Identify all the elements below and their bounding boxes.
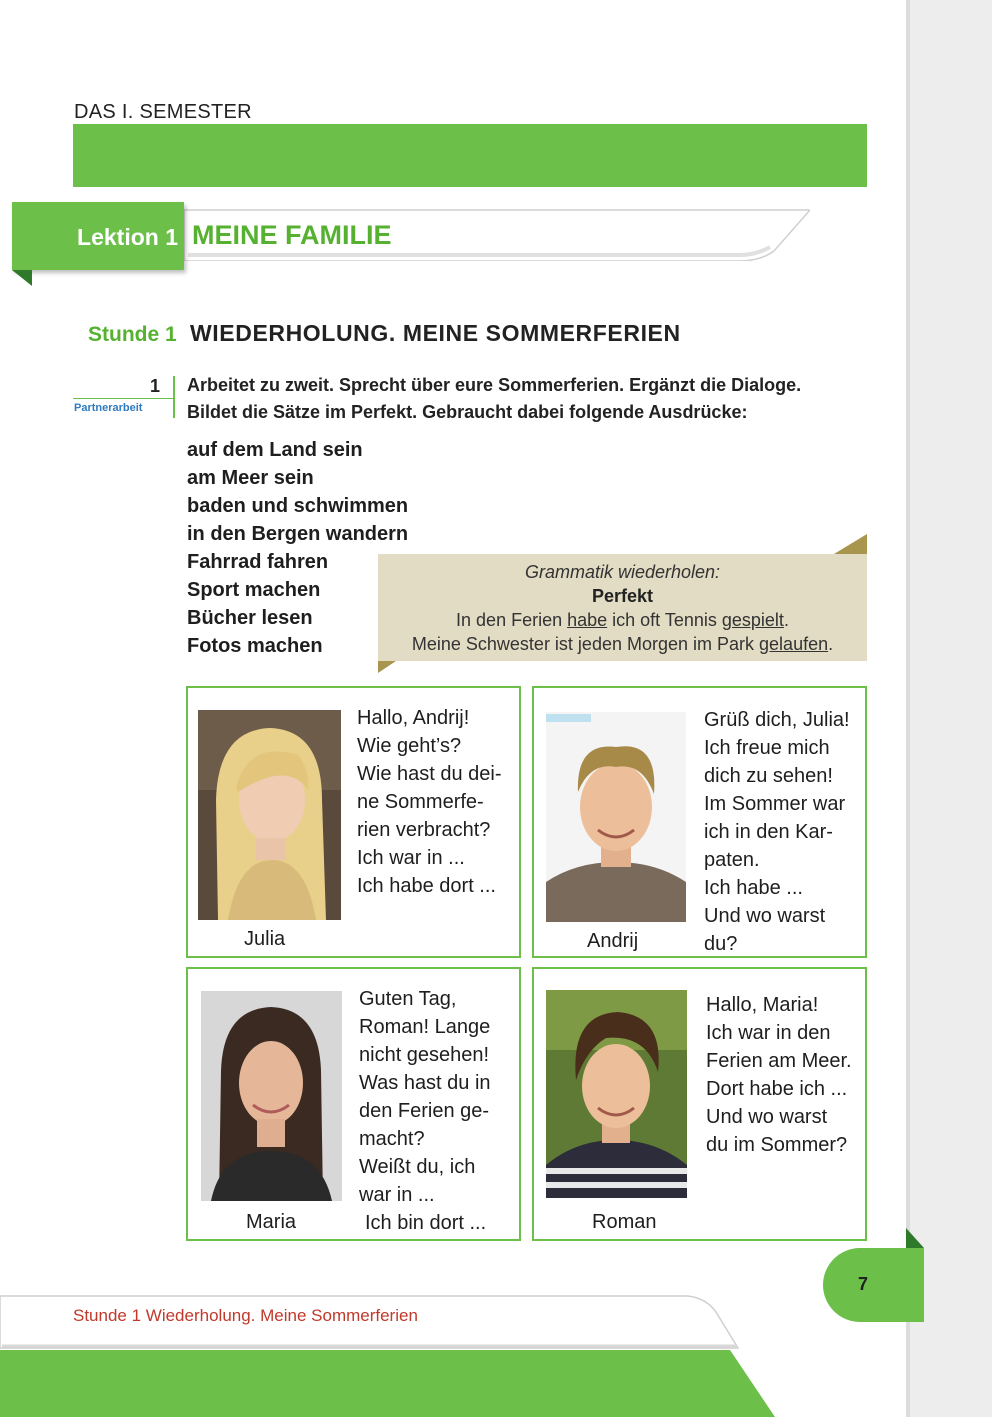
dialog-text-julia [357, 704, 502, 900]
phrase-item: auf dem Land sein [187, 439, 363, 461]
page-number: 7 [858, 1274, 869, 1294]
dialog-card-julia [186, 686, 521, 958]
dialog-line: Guten Tag, [359, 988, 457, 1010]
phrase-item: Fotos machen [187, 635, 323, 657]
phrase-item: in den Bergen wandern [187, 523, 409, 545]
dialog-line: Hallo, Andrij! [357, 707, 470, 729]
dialog-line: Und wo warst [704, 905, 826, 927]
instruction-line: Arbeitet zu zweit. Sprecht über eure Sommerferien. Ergänzt die Dialoge. [187, 375, 802, 395]
exercise-type: Partnerarbeit [74, 402, 143, 414]
page-edge-strip [906, 0, 992, 1417]
dialog-line: den Ferien ge- [359, 1100, 490, 1122]
dialog-text-roman [706, 991, 852, 1159]
grammar-box-corner [834, 534, 867, 554]
person-name-maria: Maria [246, 1211, 297, 1233]
dialog-line: Ich bin dort ... [365, 1212, 487, 1234]
dialog-text-maria [359, 985, 491, 1237]
instruction-line: Bildet die Sätze im Perfekt. Gebraucht dabei folgende Ausdrücke: [187, 402, 748, 422]
person-name-julia: Julia [244, 928, 286, 950]
person-name-andrij: Andrij [587, 930, 639, 952]
dialog-line: Ich habe ... [704, 877, 803, 899]
phrase-item: baden und schwimmen [187, 495, 409, 517]
dialog-line: Ich war in ... [357, 847, 465, 869]
phrase-item: am Meer sein [187, 467, 314, 489]
footer-text: Stunde 1 Wiederholung. Meine Sommerferien [73, 1306, 418, 1325]
dialog-line: paten. [704, 849, 760, 871]
dialog-card-maria [186, 967, 521, 1241]
dialog-line: Ich habe dort ... [357, 875, 496, 897]
portrait-andrij [546, 712, 686, 922]
dialog-line: Wie geht’s? [357, 735, 462, 757]
header-green-band [73, 124, 867, 187]
dialog-line: Ich war in den [706, 1022, 831, 1044]
lektion-tab [12, 202, 184, 270]
dialog-line: Hallo, Maria! [706, 994, 819, 1016]
page-number-fold [906, 1228, 924, 1248]
dialog-text-andrij [704, 706, 850, 958]
dialog-line: du im Sommer? [706, 1134, 848, 1156]
lektion-tab-fold [12, 270, 32, 286]
phrase-list [187, 436, 408, 660]
dialog-card-andrij [532, 686, 867, 958]
dialog-line: Was hast du in [359, 1072, 491, 1094]
dialog-line: ich in den Kar- [704, 821, 833, 843]
dialog-line: Wie hast du dei- [357, 763, 502, 785]
phrase-item: Fahrrad fahren [187, 551, 329, 573]
lektion-label: Lektion 1 [77, 224, 178, 250]
grammar-example-1: In den Ferien habe ich oft Tennis gespielt. [456, 610, 789, 630]
dialog-line: du? [704, 933, 738, 955]
exercise-divider [73, 398, 174, 399]
dialog-line: Weißt du, ich [359, 1156, 476, 1178]
dialog-line: Im Sommer war [704, 793, 846, 815]
exercise-number: 1 [150, 376, 161, 396]
dialog-line: war in ... [359, 1184, 435, 1206]
portrait-roman [546, 990, 687, 1198]
exercise-instruction [187, 372, 877, 426]
dialog-line: Dort habe ich ... [706, 1078, 848, 1100]
grammar-box-corner [378, 661, 396, 673]
dialog-line: Roman! Lange [359, 1016, 491, 1038]
person-name-roman: Roman [592, 1211, 657, 1233]
dialog-line: Und wo warst [706, 1106, 828, 1128]
semester-label: DAS I. SEMESTER [74, 101, 252, 123]
dialog-card-roman [532, 967, 867, 1241]
stunde-title: WIEDERHOLUNG. MEINE SOMMERFERIEN [190, 320, 681, 346]
dialog-line: macht? [359, 1128, 425, 1150]
phrase-item: Sport machen [187, 579, 321, 601]
portrait-julia [198, 710, 341, 920]
lektion-title: MEINE FAMILIE [192, 220, 392, 250]
dialog-line: Grüß dich, Julia! [704, 709, 850, 731]
grammar-heading: Grammatik wiederholen: [524, 562, 721, 582]
exercise-divider-vertical [173, 376, 175, 418]
phrase-item: Bücher lesen [187, 607, 313, 629]
dialog-line: Ferien am Meer. [706, 1050, 852, 1072]
portrait-maria [201, 991, 342, 1201]
dialog-line: dich zu sehen! [704, 765, 833, 787]
dialog-line: Ich freue mich [704, 737, 830, 759]
dialog-line: ne Sommerfe- [357, 791, 484, 813]
stunde-label: Stunde 1 [88, 323, 177, 346]
dialog-line: rien verbracht? [357, 819, 491, 841]
grammar-topic: Perfekt [591, 586, 654, 606]
grammar-example-2: Meine Schwester ist jeden Morgen im Park gelaufen. [411, 634, 834, 654]
dialog-line: nicht gesehen! [359, 1044, 490, 1066]
grammar-box [378, 554, 867, 661]
